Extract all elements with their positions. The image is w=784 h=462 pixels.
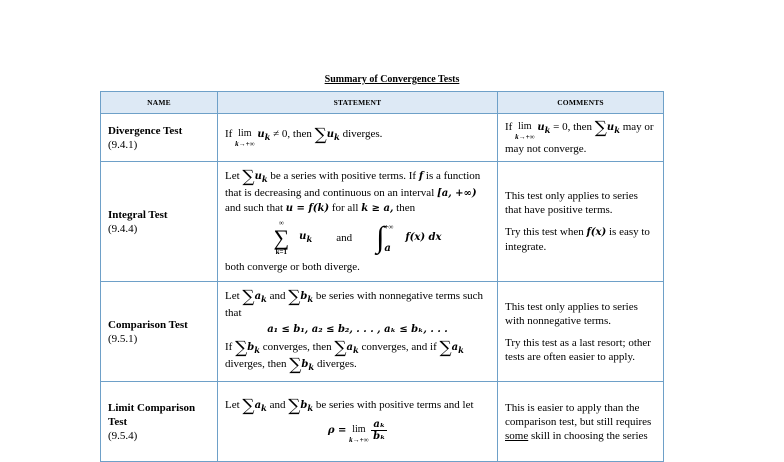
comment-cell: If lim k→+∞ $u_k = 0$, then $\sum u_k$ may or may not converge. [498, 114, 664, 162]
text: If [225, 127, 233, 140]
test-section: (9.5.1) [108, 332, 138, 345]
test-name-cell [101, 162, 218, 282]
comment-cell: This is easier to apply than the comparison test, but still requires some skill in choosing the series [498, 382, 664, 462]
test-section: (9.5.4) [108, 429, 138, 442]
statement-cell: If lim k→+∞ $u_k \ne 0$, then $\sum u_k$ diverges. [218, 114, 498, 162]
test-name: Divergence Test [108, 124, 183, 137]
sigma-icon: ∑ [314, 124, 327, 145]
limit: lim k→+∞ [235, 127, 255, 148]
sigma-icon: ∑ [594, 117, 607, 138]
test-name-cell [101, 114, 218, 162]
sigma-icon: ∑ [288, 395, 301, 416]
statement-cell: Let $\sum u_k$ be a series with positive terms. If f is a function that is decreasing and continuous on an interval [a, +∞) and such that u = f(k) for all k ≥ a, then ∞ ∑ k=1 $u_k$ and ∫ +∞ a f(x) dx both converge or both diverge. [218, 162, 498, 282]
header-row [101, 92, 664, 114]
table-row [101, 282, 664, 382]
test-name-cell [101, 382, 218, 462]
table-row [101, 162, 664, 282]
comment-cell: This test only applies to series with nonnegative terms. Try this test as a last resort; other tests are often easier to apply. [498, 282, 664, 382]
test-section: (9.4.4) [108, 222, 138, 235]
test-name: Integral Test [108, 208, 168, 221]
integral-icon: ∫ +∞ a [376, 221, 394, 254]
sigma-icon: ∑ [242, 287, 255, 307]
test-name: Comparison Test [108, 318, 188, 331]
sigma-icon: ∑ [235, 338, 248, 358]
statement-cell: Let $\sum a_k$ and $\sum b_k$ be series with nonnegative terms such that a₁ ≤ b₁, a₂ ≤ b₂, . . . , aₖ ≤ bₖ, . . . If $\sum b_k$ converges, then $\sum a_k$ converges, and if $\sum a_k$ diverges, then $\sum b_k$ diverges. [218, 282, 498, 382]
sigma-icon: ∑ [334, 338, 347, 358]
convergence-tests-table [100, 91, 664, 462]
rho-limit: ρ = lim k→+∞ $\frac{\text{aₖ}}{\text{bₖ}}$ [327, 418, 386, 445]
limit: lim k→+∞ [515, 120, 535, 141]
page-title: Summary of Convergence Tests [324, 74, 460, 85]
table-row [101, 114, 664, 162]
test-section: (9.4.1) [108, 138, 138, 151]
table-row [101, 382, 664, 462]
comment-cell: This test only applies to series that have positive terms. Try this test when f(x) is easy to integrate. [498, 162, 664, 282]
sigma-icon: ∑ [289, 355, 302, 375]
sigma-icon: ∑ [439, 338, 452, 358]
sigma-icon: ∑ [288, 287, 301, 307]
header-statement: STATEMENT [218, 92, 498, 114]
test-name: Limit Comparison Test [108, 401, 196, 428]
header-comments: COMMENTS [498, 92, 664, 114]
statement-cell: Let $\sum a_k$ and $\sum b_k$ be series with positive terms and let ρ = lim k→+∞ $\frac{\text{aₖ}}{\text{bₖ}}$ [218, 382, 498, 462]
sigma-icon: ∑ [242, 395, 255, 416]
header-name: NAME [101, 92, 218, 114]
test-name-cell [101, 282, 218, 382]
sigma-icon: ∞ ∑ k=1 [273, 219, 290, 256]
sigma-icon: ∑ [242, 167, 255, 187]
integral-comparison: ∞ ∑ k=1 $u_k$ and ∫ +∞ a f(x) dx [273, 219, 442, 256]
